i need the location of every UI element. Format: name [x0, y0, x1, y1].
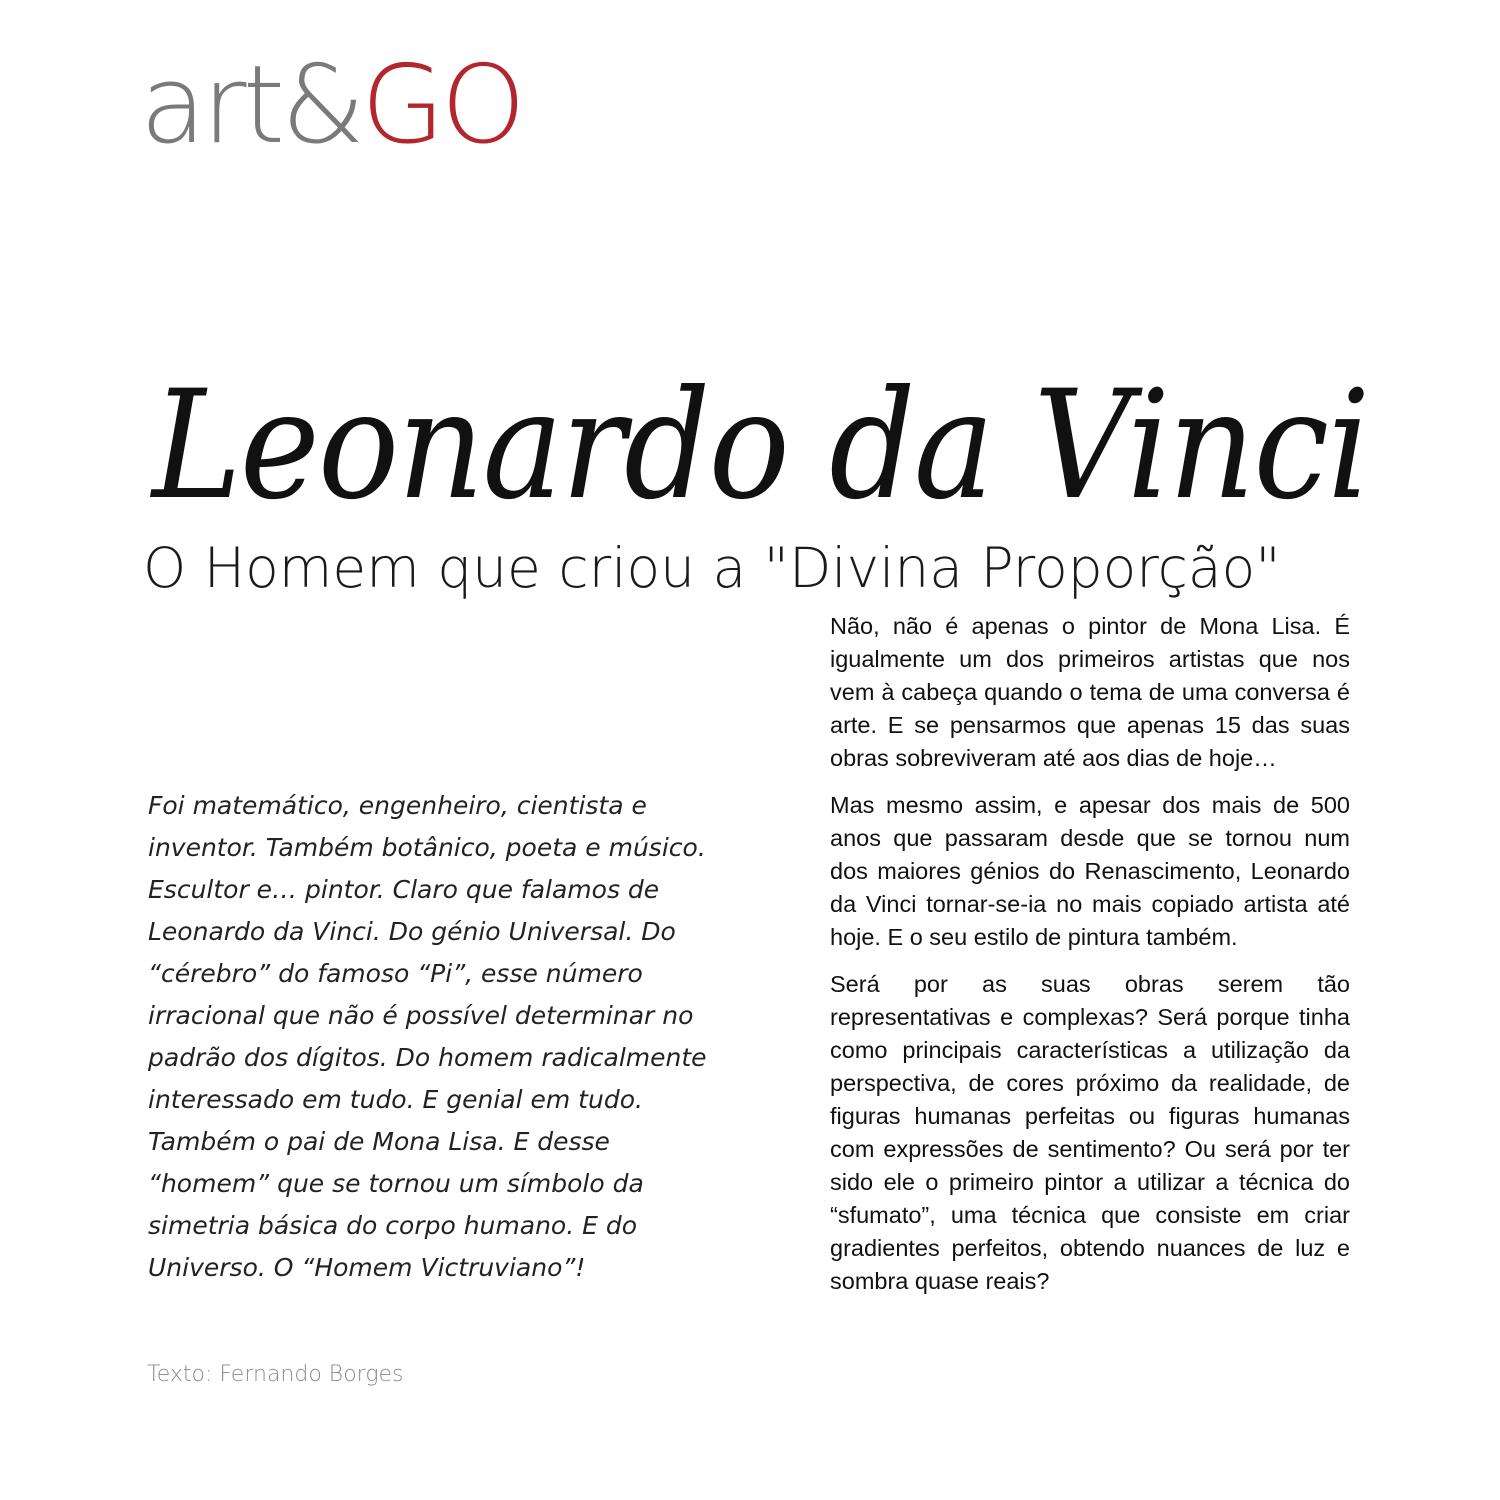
magazine-logo: [140, 43, 522, 168]
intro-paragraph: Foi matemático, engenheiro, cientista e inventor. Também botânico, poeta e músico. Escultor e… pintor. Claro que falamos de Leonardo da Vinci. Do génio Universal. Do “cérebro” do famoso “Pi”, esse número irracional que não é possível determinar no padrão dos dígitos. Do homem radicalmente interessado em tudo. E genial em tudo. Também o pai de Mona Lisa. E desse “homem” que se tornou um símbolo da simetria básica do corpo humano. E do Universo. O “Homem Victruviano”!: [148, 791, 707, 1282]
body-paragraph: Será por as suas obras serem tão representativas e complexas? Será porque tinha como principais características a utilização da perspectiva, de cores próximo da realidade, de figuras humanas perfeitas ou figuras humanas com expressões de sentimento? Ou será por ter sido ele o primeiro pintor a utilizar a técnica do “sfumato”, uma técnica que consiste em criar gradientes perfeitos, obtendo nuances de luz e sombra quase reais?: [830, 971, 1350, 1294]
article-title: Leonardo da Vinci: [152, 358, 1369, 533]
logo-art-text: art: [140, 43, 281, 168]
body-column: [830, 610, 1350, 1312]
author-credit: Texto: Fernando Borges: [147, 1362, 404, 1387]
logo-ampersand: &: [280, 43, 362, 168]
body-paragraph: Mas mesmo assim, e apesar dos mais de 500 anos que passaram desde que se tornou num dos maiores génios do Renascimento, Leonardo da Vinci tornar-se-ia no mais copiado artista até hoje. E o seu estilo de pintura também.: [830, 792, 1350, 950]
body-paragraph: Não, não é apenas o pintor de Mona Lisa. É igualmente um dos primeiros artistas que nos vem à cabeça quando o tema de uma conversa é arte. E se pensarmos que apenas 15 das suas obras sobreviveram até aos dias de hoje…: [830, 613, 1350, 771]
article-subtitle: O Homem que criou a "Divina Proporção": [143, 535, 1281, 600]
logo-go-text: GO: [361, 43, 522, 168]
